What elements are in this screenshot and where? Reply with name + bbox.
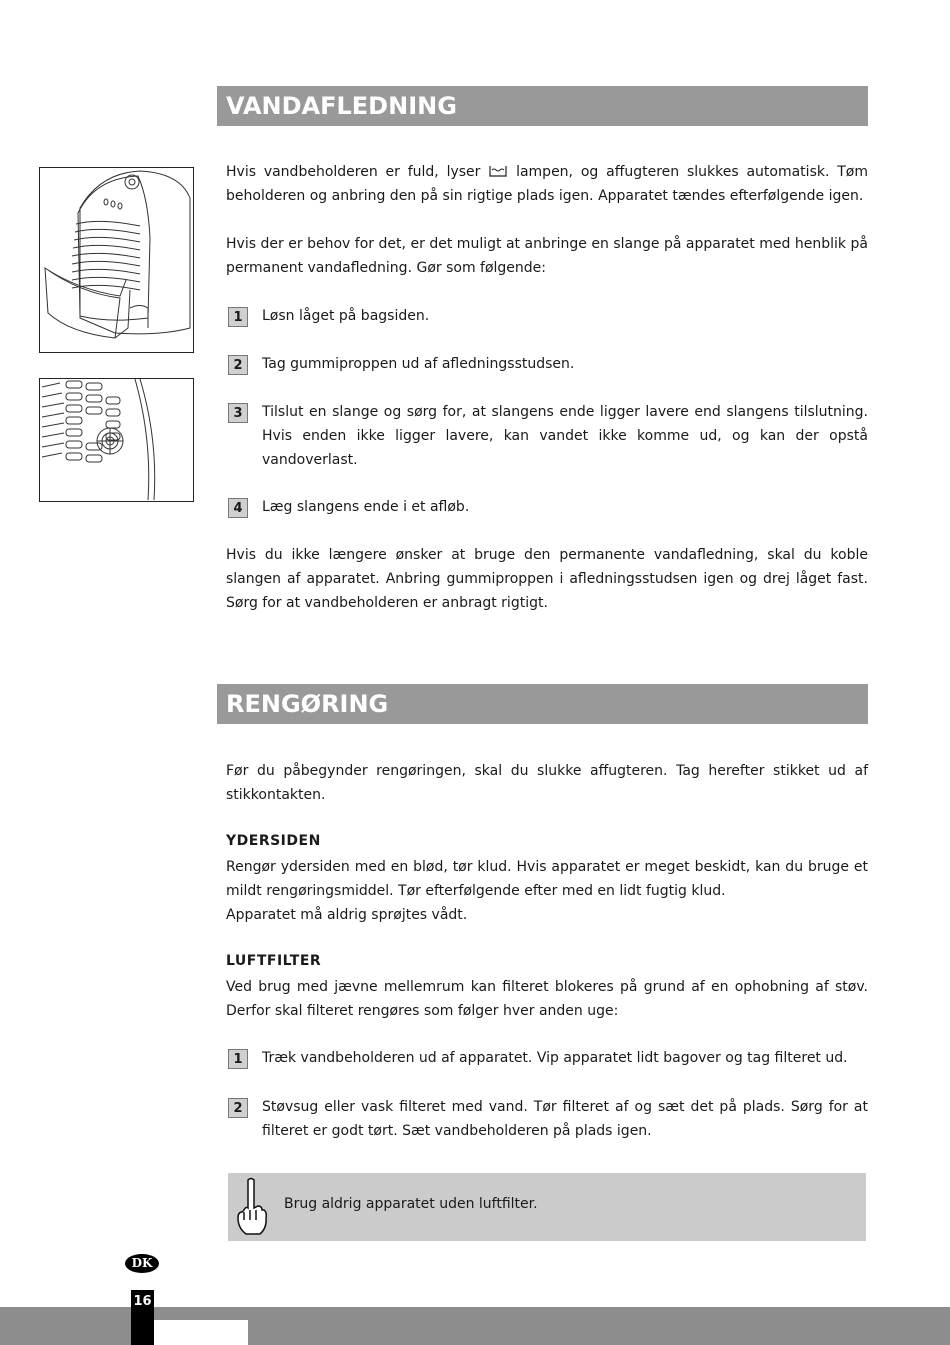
dehumidifier-illustration: [39, 167, 194, 353]
drain-outlet-drawing: [40, 379, 192, 500]
step-text: Løsn låget på bagsiden.: [262, 308, 430, 324]
luftfilter-text: Ved brug med jævne mellemrum kan filteret blokeres på grund af en ophobning af støv. Derfor skal filteret rengøres som følger hver anden uge:: [226, 979, 868, 1019]
step-number: 2: [228, 1098, 248, 1118]
section1-intro2: Hvis der er behov for det, er det muligt at anbringe en slange på apparatet med henblik på permanent vandafledning. Gør som følgende:: [226, 236, 868, 276]
page-number: 16: [131, 1290, 154, 1345]
step-text: Træk vandbeholderen ud af apparatet. Vip apparatet lidt bagover og tag filteret ud.: [262, 1050, 848, 1066]
subheading-luftfilter: LUFTFILTER: [226, 953, 322, 969]
step-text: Tilslut en slange og sørg for, at slangens ende ligger lavere end slangens tilslutning. Hvis enden ikke ligger lavere, kan vandet ikke komme ud, og kan der opstå vandoverlast.: [262, 404, 868, 468]
pointing-hand-icon: [234, 1176, 268, 1242]
step-number: 4: [228, 498, 248, 518]
section1-step: [228, 304, 868, 328]
section1-outro: Hvis du ikke længere ønsker at bruge den permanente vandafledning, skal du koble slangen af apparatet. Anbring gummiproppen i afledningsstudsen igen og drej låget fast. Sørg for at vandbeholderen er anbragt rigtigt.: [226, 547, 868, 611]
dehumidifier-drawing: [40, 168, 192, 351]
ydersiden-warning: Apparatet må aldrig sprøjtes vådt.: [226, 907, 468, 923]
note-text: Brug aldrig apparatet uden luftfilter.: [284, 1196, 538, 1212]
step-number: 3: [228, 403, 248, 423]
step-number: 2: [228, 355, 248, 375]
warning-note: [228, 1173, 866, 1241]
drain-outlet-illustration: [39, 378, 194, 502]
intro-text-b: lampen, og affugteren slukkes automatisk. Tøm beholderen og anbring den på sin rigtige plads igen. Apparatet tændes efterfølgende igen.: [226, 164, 868, 204]
step-text: Læg slangens ende i et afløb.: [262, 499, 470, 515]
step-text: Støvsug eller vask filteret med vand. Tør filteret af og sæt det på plads. Sørg for at filteret er godt tørt. Sæt vandbeholderen på plads igen.: [262, 1099, 868, 1139]
intro-text-a: Hvis vandbeholderen er fuld, lyser: [226, 164, 481, 180]
section2-step: [228, 1046, 868, 1070]
section-title-vandafledning: VANDAFLEDNING: [217, 86, 868, 126]
section1-intro: [226, 160, 868, 208]
step-number: 1: [228, 307, 248, 327]
section2-step: [228, 1095, 868, 1143]
footer-tab: [154, 1320, 248, 1345]
section2-intro: Før du påbegynder rengøringen, skal du slukke affugteren. Tag herefter stikket ud af stikkontakten.: [226, 763, 868, 803]
water-tank-icon: [488, 162, 508, 176]
ydersiden-text: Rengør ydersiden med en blød, tør klud. Hvis apparatet er meget beskidt, kan du bruge et mildt rengøringsmiddel. Tør efterfølgende efter med en lidt fugtig klud.: [226, 859, 868, 899]
section1-step: [228, 400, 868, 472]
step-number: 1: [228, 1049, 248, 1069]
language-badge: DK: [125, 1254, 159, 1273]
subheading-ydersiden: YDERSIDEN: [226, 833, 321, 849]
step-text: Tag gummiproppen ud af afledningsstudsen.: [262, 356, 575, 372]
section1-step: [228, 495, 868, 519]
section1-step: [228, 352, 868, 376]
section-title-rengoering: RENGØRING: [217, 684, 868, 724]
